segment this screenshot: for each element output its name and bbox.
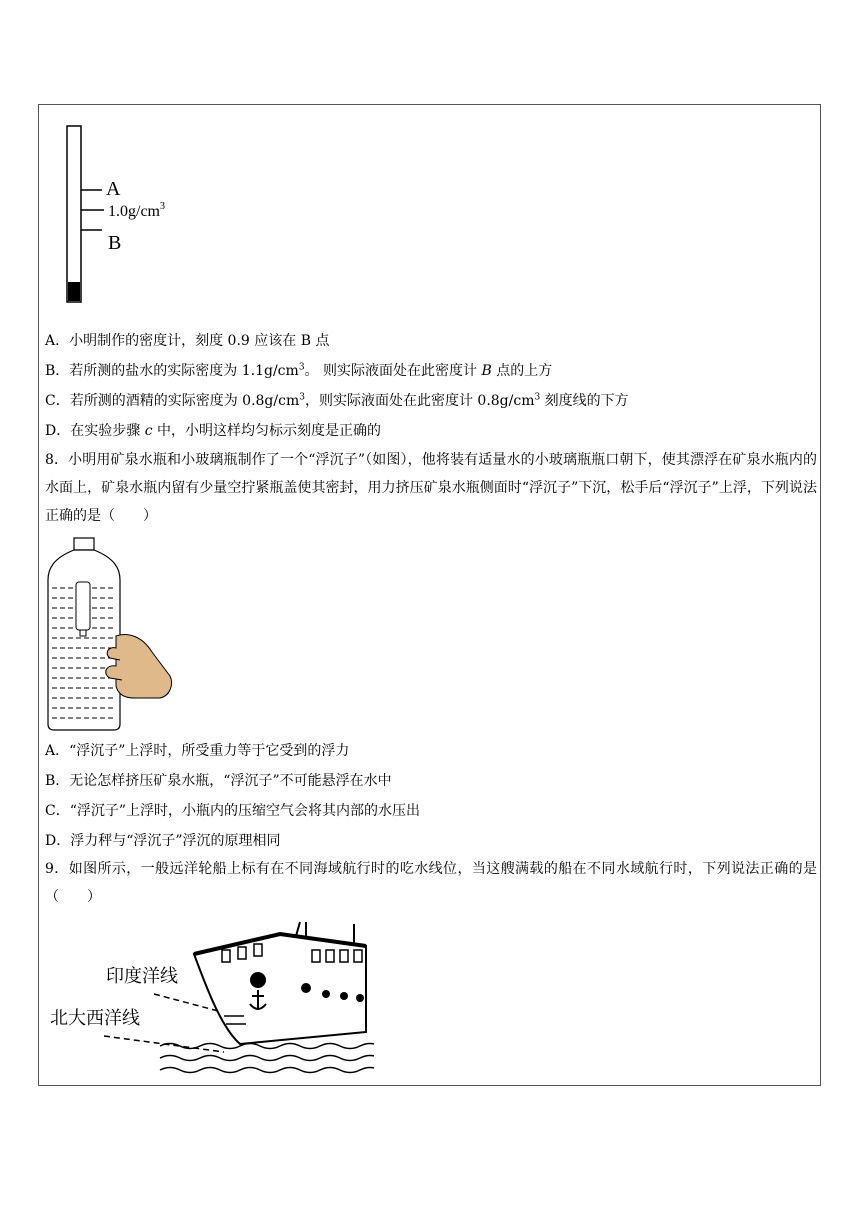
q8-option-b: B．无论怎样挤压矿泉水瓶，“浮沉子”不可能悬浮在水中 <box>45 773 392 789</box>
q8-option-c: C．“浮沉子”上浮时，小瓶内的压缩空气会将其内部的水压出 <box>45 803 421 819</box>
q8-option-a: A．“浮沉子”上浮时，所受重力等于它受到的浮力 <box>45 743 350 759</box>
small-glass-bottle <box>76 582 90 630</box>
q8-option-d: D．浮力秤与“浮沉子”浮沉的原理相同 <box>45 833 281 849</box>
label-north-atlantic: 北大西洋线 <box>50 1008 140 1029</box>
label-density: $1.0g/cm^3$ <box>108 201 165 220</box>
q9-stem: 9．如图所示，一般远洋轮船上标有在不同海域航行时的吃水线位，当这艘满载的船在不同水域航行时，下列说法正确的是（ ） <box>45 861 817 905</box>
label-a: A <box>106 178 121 200</box>
bottle-body <box>48 550 120 730</box>
q7-option-a: A．小明制作的密度计，刻度 0.9 应该在 B 点 <box>45 333 330 349</box>
hydrometer-tube <box>67 126 81 302</box>
q7-option-b: B．若所测的盐水的实际密度为 $1.1g/cm^3$。 则实际液面处在此密度计 B 点的上方 <box>45 362 553 379</box>
hydrometer-figure <box>60 124 200 308</box>
bottle-cap <box>74 538 94 550</box>
hand <box>116 635 172 698</box>
small-bottle-mouth <box>80 630 86 636</box>
anchor-hole <box>250 972 266 988</box>
label-indian-ocean: 印度洋线 <box>106 966 178 987</box>
q7-option-c: C．若所测的酒精的实际密度为 $0.8g/cm^3$，则实际液面处在此密度计 $0.8g/cm^3$ 刻度线的下方 <box>45 392 629 409</box>
hydrometer-weight <box>68 282 80 301</box>
cartesian-diver-figure <box>44 536 176 732</box>
waves <box>160 1044 374 1073</box>
ship-figure <box>44 920 374 1076</box>
q8-stem: 8．小明用矿泉水瓶和小玻璃瓶制作了一个“浮沉子”（如图），他将装有适量水的小玻璃瓶瓶口朝下，使其漂浮在矿泉水瓶内的水面上，矿泉水瓶内留有少量空拧紧瓶盖使其密封，用力挤压矿泉水瓶侧面时“浮沉子”下沉，松手后“浮沉子”上浮，下列说法正确的是（ ） <box>45 452 817 524</box>
label-b: B <box>108 232 122 254</box>
q7-option-d: D．在实验步骤 c 中，小明这样均匀标示刻度是正确的 <box>45 423 381 439</box>
